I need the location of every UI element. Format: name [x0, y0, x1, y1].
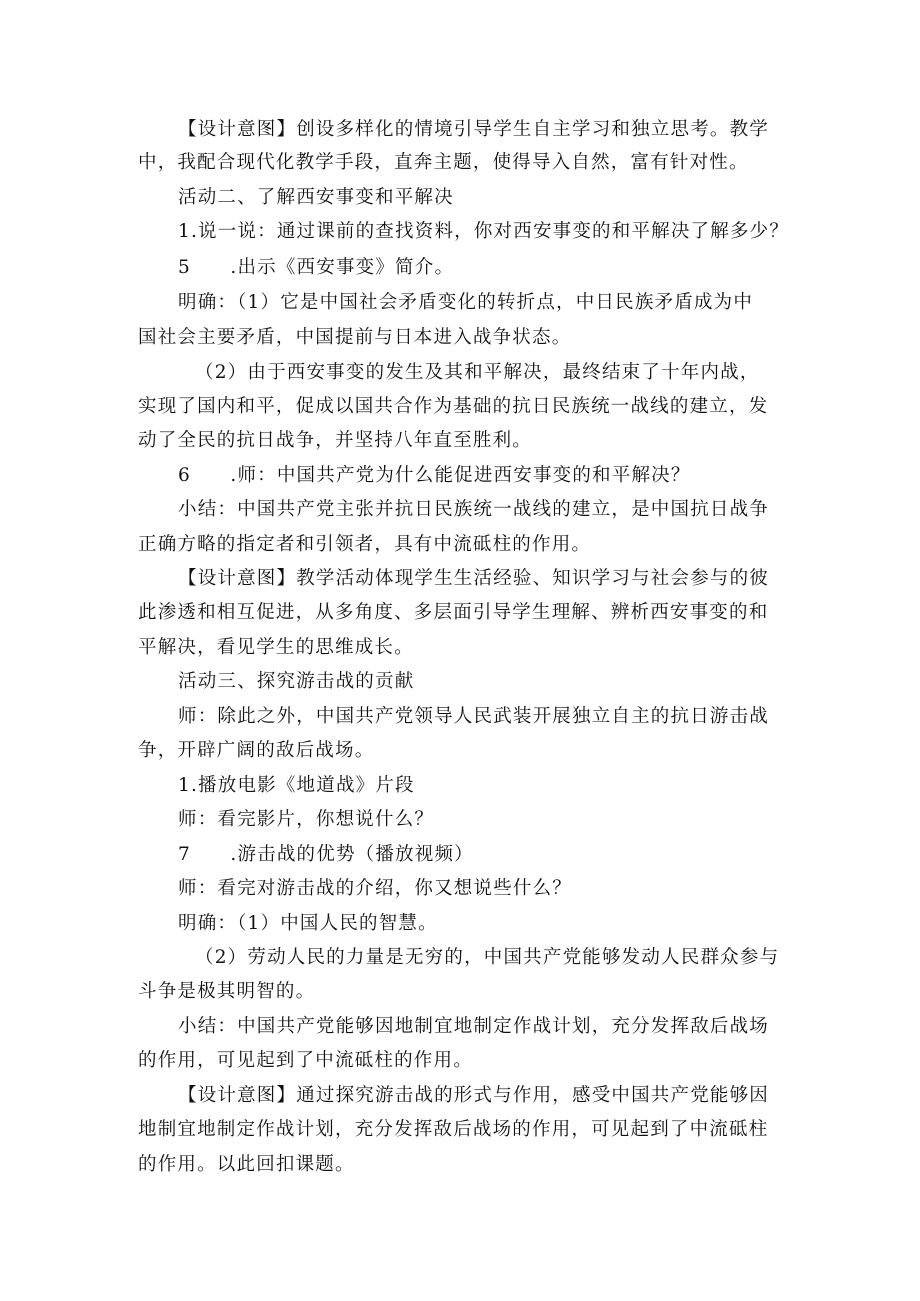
paragraph-line: 的作用。以此回扣课题。: [138, 1154, 355, 1175]
paragraph-line: 此渗透和相互促进，从多角度、多层面引导学生理解、辨析西安事变的和: [138, 602, 769, 623]
paragraph-line: 7 .游击战的优势（播放视频）: [178, 844, 474, 865]
paragraph-line: 5 .出示《西安事变》简介。: [178, 257, 455, 278]
paragraph-line: 1.说一说：通过课前的查找资料，你对西安事变的和平解决了解多少？: [178, 221, 790, 242]
paragraph-line: 明确：（1）中国人民的智慧。: [178, 913, 438, 934]
paragraph-line: 国社会主要矛盾，中国提前与日本进入战争状态。: [138, 327, 572, 348]
paragraph-line: 动了全民的抗日战争，并坚持八年直至胜利。: [138, 430, 533, 451]
paragraph-line: 的作用，可见起到了中流砥柱的作用。: [138, 1050, 473, 1071]
paragraph-line: 地制宜地制定作战计划，充分发挥敌后战场的作用，可见起到了中流砥柱: [138, 1119, 769, 1140]
paragraph-line: （2）劳动人民的力量是无穷的，中国共产党能够发动人民群众参与: [195, 947, 780, 968]
paragraph-line: 明确：（1）它是中国社会矛盾变化的转折点，中日民族矛盾成为中: [178, 292, 754, 313]
paragraph-line: 争，开辟广阔的敌后战场。: [138, 740, 375, 761]
paragraph-line: 正确方略的指定者和引领者，具有中流砥柱的作用。: [138, 534, 592, 555]
paragraph-line: 平解决，看见学生的思维成长。: [138, 637, 414, 658]
paragraph-line: 【设计意图】教学活动体现学生生活经验、知识学习与社会参与的彼: [178, 568, 770, 589]
paragraph-line: 6 .师：中国共产党为什么能促进西安事变的和平解决？: [178, 465, 691, 486]
paragraph-line: 1.播放电影《地道战》片段: [178, 775, 415, 796]
paragraph-line: 【设计意图】创设多样化的情境引导学生自主学习和独立思考。教学: [178, 119, 770, 140]
paragraph-line: 中，我配合现代化教学手段，直奔主题，使得导入自然，富有针对性。: [138, 152, 749, 173]
paragraph-line: 【设计意图】通过探究游击战的形式与作用，感受中国共产党能够因: [178, 1085, 770, 1106]
paragraph-line: 师：除此之外，中国共产党领导人民武装开展独立自主的抗日游击战: [178, 706, 770, 727]
paragraph-line: 师：看完影片，你想说什么？: [178, 809, 435, 830]
section-heading: 活动三、探究游击战的贡献: [178, 671, 415, 692]
paragraph-line: （2）由于西安事变的发生及其和平解决，最终结束了十年内战，: [195, 362, 760, 383]
paragraph-line: 小结：中国共产党能够因地制宜地制定作战计划，充分发挥敌后战场: [178, 1016, 770, 1037]
paragraph-line: 小结：中国共产党主张并抗日民族统一战线的建立，是中国抗日战争: [178, 499, 770, 520]
section-heading: 活动二、了解西安事变和平解决: [178, 187, 454, 208]
paragraph-line: 实现了国内和平，促成以国共合作为基础的抗日民族统一战线的建立，发: [138, 396, 769, 417]
paragraph-line: 师：看完对游击战的介绍，你又想说些什么？: [178, 878, 573, 899]
paragraph-line: 斗争是极其明智的。: [138, 981, 316, 1002]
